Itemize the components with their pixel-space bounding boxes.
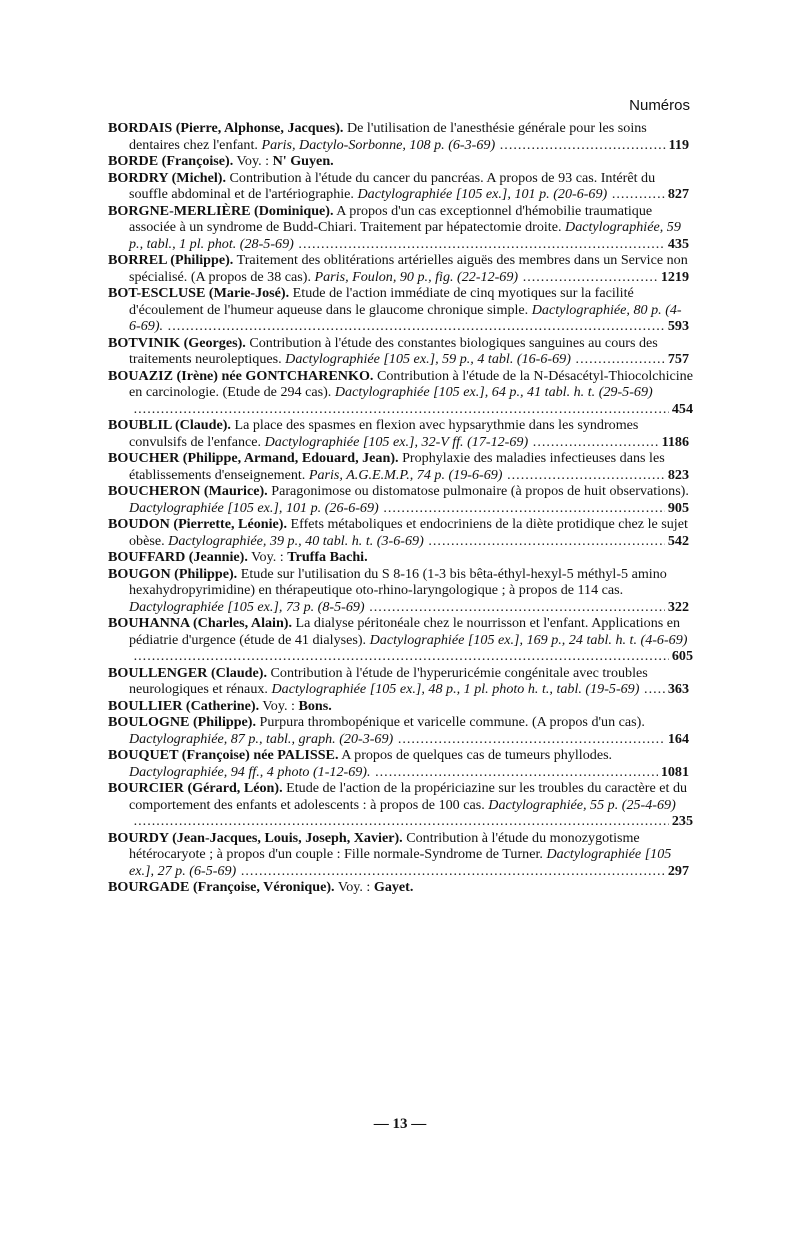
entry-title: Voy. : — [251, 549, 284, 565]
bibliography-entry — [108, 203, 693, 253]
entry-title: La dialyse péritonéale chez le nourrisson et l'enfant. Applications en pédiatrie d'urgence (étude de 41 dialyses). — [129, 615, 681, 648]
author-name: BOUFFARD (Jeannie). — [108, 549, 248, 565]
publication-details: Dactylographiée, 80 p. (4-6-69). — [129, 301, 682, 334]
dot-leader-line — [518, 269, 689, 286]
see-reference: Truffa Bachi. — [287, 549, 368, 565]
bibliography-entry — [108, 780, 693, 830]
bibliography-entry — [108, 549, 693, 566]
bibliography-entry — [108, 450, 693, 483]
publication-details: Dactylographiée, 59 p., tabl., 1 pl. phot. (28-5-69) — [129, 219, 681, 252]
bibliography-entry — [108, 665, 693, 698]
thesis-number: 542 — [667, 532, 689, 549]
publication-details: Dactylographiée [105 ex.], 27 p. (6-5-69) — [129, 846, 672, 879]
bibliography-entry — [108, 566, 693, 616]
thesis-number: 454 — [671, 400, 693, 417]
author-name: BOULLIER (Catherine). — [108, 697, 260, 714]
author-name: BOULLENGER (Claude). — [108, 664, 267, 681]
thesis-number: 1186 — [661, 433, 689, 450]
thesis-number: 363 — [667, 681, 689, 697]
page-number: — 13 — — [373, 1116, 427, 1132]
bibliography-entry — [108, 170, 693, 203]
thesis-number: 322 — [667, 598, 689, 615]
publication-details: Dactylographiée [105 ex.], 59 p., 4 tabl. (16-6-69) — [285, 351, 571, 367]
thesis-number: 905 — [667, 499, 689, 516]
dot-leader-line — [503, 467, 689, 484]
author-name: BOUHANNA (Charles, Alain). — [108, 615, 293, 631]
author-name: BOURCIER (Gérard, Léon). — [108, 780, 283, 796]
dot-leader — [368, 599, 665, 616]
publication-details: Dactylographiée [105 ex.], 73 p. (8-5-69) — [129, 598, 365, 615]
author-name: BOUCHERON (Maurice). — [108, 483, 268, 499]
author-name: BOUCHER (Philippe, Armand, Edouard, Jean). — [108, 450, 399, 466]
publication-details: Dactylographiée [105 ex.], 169 p., 24 tabl. h. t. (4-6-69) — [369, 631, 688, 648]
entry-title: Contribution à l'étude des constantes biologiques sanguines au cours des traitements neuroleptiques. — [129, 334, 658, 367]
author-name: BOUAZIZ (Irène) née GONTCHARENKO. — [108, 367, 374, 384]
dot-leader — [531, 434, 658, 451]
thesis-number: 1081 — [660, 763, 689, 780]
entry-title: Contribution à l'étude de la N-Désacétyl-Thiocolchicine en carcinologie. (Etude de 294 cas). — [129, 367, 693, 400]
dot-leader — [642, 681, 664, 698]
bibliography-entry — [108, 698, 693, 715]
dot-leader-line — [528, 434, 689, 451]
entry-title: Etude de l'action immédiate de cinq myotiques sur la facilité d'écoulement de l'humeur aqueuse dans le glaucome chronique simple. — [129, 285, 634, 318]
bibliography-entry — [108, 120, 693, 153]
entry-title: Contribution à l'étude de l'hyperuricémie congénitale avec troubles neurologiques et rénaux. — [129, 664, 648, 697]
publication-details: Paris, A.G.E.M.P., 74 p. (19-6-69) — [308, 466, 503, 483]
dot-leader-line — [163, 318, 689, 335]
entry-title: Etude sur l'utilisation du S 8-16 (1-3 bis bêta-éthyl-hexyl-5 méthyl-5 amino hexahydropyrimidine) en thérapeutique oto-rhino-laryngologique ; à propos de 114 cas. — [129, 565, 667, 598]
publication-details: Dactylographiée [105 ex.], 32-V ff. (17-12-69) — [264, 433, 529, 450]
author-name: BOURDY (Jean-Jacques, Louis, Joseph, Xavier). — [108, 829, 403, 846]
entry-title: A propos de quelques cas de tumeurs phyllodes. — [341, 747, 613, 763]
dot-leader — [132, 648, 669, 665]
thesis-number: 235 — [671, 813, 693, 829]
entry-title: Effets métaboliques et endocriniens de la diète protidique chez le sujet obèse. — [129, 516, 688, 549]
dot-leader-line — [236, 863, 689, 880]
author-name: BOUQUET (Françoise) née PALISSE. — [108, 747, 339, 763]
publication-details: Dactylographiée [105 ex.], 64 p., 41 tabl. h. t. (29-5-69) — [334, 384, 653, 400]
see-reference: N' Guyen. — [272, 153, 334, 169]
entry-title: Prophylaxie des maladies infectieuses dans les établissements d'enseignement. — [129, 450, 665, 483]
bibliography-entry — [108, 252, 693, 285]
dot-leader — [396, 731, 665, 748]
publication-details: Dactylographiée, 87 p., tabl., graph. (20-3-69) — [129, 730, 394, 747]
author-name: BOULOGNE (Philippe). — [108, 714, 257, 730]
bibliography-entries — [108, 120, 693, 896]
dot-leader-line — [294, 236, 689, 253]
publication-details: Dactylographiée, 39 p., 40 tabl. h. t. (3-6-69) — [168, 532, 424, 549]
author-name: BOUGON (Philippe). — [108, 565, 238, 582]
bibliography-entry — [108, 615, 693, 665]
bibliography-entry — [108, 830, 693, 880]
author-name: BOUBLIL (Claude). — [108, 417, 231, 433]
dot-leader — [382, 500, 665, 517]
author-name: BORGNE-MERLIÈRE (Dominique). — [108, 202, 334, 219]
dot-leader — [132, 401, 669, 418]
dot-leader — [521, 269, 658, 286]
see-reference: Gayet. — [373, 879, 414, 895]
bibliography-entry — [108, 747, 693, 780]
bibliography-entry — [108, 714, 693, 747]
bibliography-entry — [108, 483, 693, 516]
dot-leader — [610, 186, 665, 203]
dot-leader — [574, 351, 665, 368]
author-name: BOTVINIK (Georges). — [108, 334, 246, 351]
dot-leader — [427, 533, 665, 550]
entry-title: De l'utilisation de l'anesthésie générale pour les soins dentaires chez l'enfant. — [129, 120, 647, 153]
dot-leader — [132, 813, 669, 830]
dot-leader — [297, 236, 665, 253]
dot-leader-line — [129, 401, 693, 418]
author-name: BORDRY (Michel). — [108, 169, 226, 186]
dot-leader-line — [495, 137, 689, 154]
thesis-number: 605 — [671, 648, 693, 664]
dot-leader — [506, 467, 665, 484]
entry-title: Voy. : — [337, 879, 371, 895]
dot-leader-line — [639, 681, 689, 698]
dot-leader-line — [129, 648, 693, 665]
author-name: BOURGADE (Françoise, Véronique). — [108, 879, 335, 895]
bibliography-entry — [108, 417, 693, 450]
dot-leader-line — [393, 731, 689, 748]
thesis-number: 827 — [667, 186, 689, 202]
bibliography-entry — [108, 153, 693, 170]
publication-details: Paris, Foulon, 90 p., fig. (22-12-69) — [314, 268, 519, 285]
dot-leader — [374, 764, 658, 781]
author-name: BORDAIS (Pierre, Alphonse, Jacques). — [108, 120, 344, 136]
entry-title: Paragonimose ou distomatose pulmonaire (à propos de huit observations). — [271, 483, 689, 499]
publication-details: Paris, Dactylo-Sorbonne, 108 p. (6-3-69) — [261, 136, 496, 153]
author-name: BORREL (Philippe). — [108, 252, 234, 268]
bibliography-entry — [108, 516, 693, 549]
thesis-number: 823 — [667, 466, 689, 483]
author-name: BOUDON (Pierrette, Léonie). — [108, 516, 287, 532]
see-reference: Bons. — [298, 697, 332, 714]
bibliography-entry — [108, 879, 693, 896]
entry-title: Etude de l'action de la propériciazine sur les troubles du caractère et du comportement des enfants et adolescents : à propos de 100 cas. — [129, 780, 688, 813]
dot-leader-line — [365, 599, 689, 616]
dot-leader-line — [371, 764, 689, 781]
publication-details: Dactylographiée [105 ex.], 101 p. (20-6-69) — [357, 186, 608, 202]
bibliography-entry — [108, 285, 693, 335]
entry-title: Purpura thrombopénique et varicelle commune. (A propos d'un cas). — [259, 714, 645, 730]
publication-details: Dactylographiée, 55 p. (25-4-69) — [488, 796, 676, 813]
thesis-number: 119 — [668, 136, 689, 153]
bibliography-entry — [108, 335, 693, 368]
author-name: BORDE (Françoise). — [108, 153, 234, 169]
thesis-number: 435 — [667, 235, 689, 252]
dot-leader-line — [129, 813, 693, 830]
column-header-numeros: Numéros — [629, 97, 690, 114]
dot-leader-line — [379, 500, 689, 517]
dot-leader-line — [607, 186, 689, 203]
entry-title: Contribution à l'étude du cancer du pancréas. A propos de 93 cas. Intérêt du souffle abdominal et de l'artériographie. — [129, 169, 656, 202]
entry-title: Voy. : — [262, 697, 295, 714]
dot-leader-line — [424, 533, 689, 550]
bibliography-entry — [108, 368, 693, 418]
entry-title: Contribution à l'étude du monozygotisme hétérocaryote ; à propos d'un couple : Fille normale-Syndrome de Turner. — [129, 829, 640, 862]
thesis-number: 164 — [667, 730, 689, 747]
thesis-number: 297 — [667, 862, 689, 879]
entry-title: Voy. : — [236, 153, 270, 169]
publication-details: Dactylographiée [105 ex.], 101 p. (26-6-69) — [129, 499, 379, 516]
entry-title: Traitement des oblitérations artérielles aiguës des membres dans un Service non spécialisé. (A propos de 38 cas). — [129, 252, 688, 285]
entry-title: A propos d'un cas exceptionnel d'hémobilie traumatique associée à un syndrome de Budd-Chiari. Traitement par hépatectomie droite. — [129, 202, 653, 235]
dot-leader — [239, 863, 665, 880]
thesis-number: 1219 — [660, 268, 689, 285]
thesis-number: 593 — [667, 318, 689, 334]
publication-details: Dactylographiée [105 ex.], 48 p., 1 pl. photo h. t., tabl. (19-5-69) — [271, 681, 640, 697]
thesis-number: 757 — [667, 351, 689, 367]
publication-details: Dactylographiée, 94 ff., 4 photo (1-12-69). — [129, 763, 371, 780]
entry-title: La place des spasmes en flexion avec hypsarythmie dans les syndromes convulsifs de l'enfance. — [129, 417, 639, 450]
dot-leader-line — [571, 351, 689, 368]
author-name: BOT-ESCLUSE (Marie-José). — [108, 285, 290, 301]
dot-leader — [166, 318, 665, 335]
dot-leader — [498, 137, 665, 154]
